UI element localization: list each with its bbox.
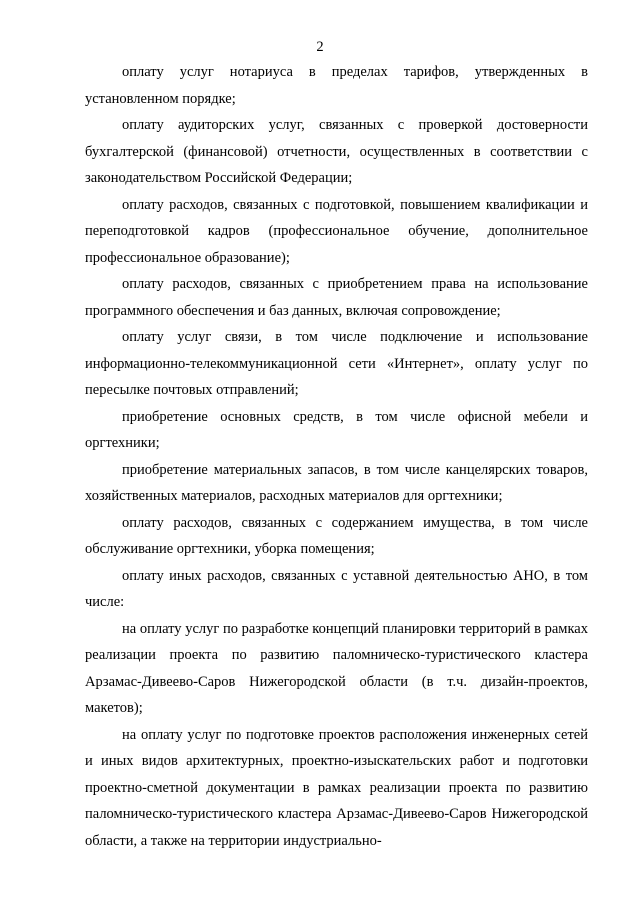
- paragraph-notary-services: оплату услуг нотариуса в пределах тарифов, утвержденных в установленном порядке;: [85, 64, 588, 107]
- paragraph-staff-training: оплату расходов, связанных с подготовкой, повышением квалификации и переподготовкой кадров (профессиональное обучение, дополнительное профессиональное образование);: [85, 196, 588, 266]
- paragraph-communication-services: оплату услуг связи, в том числе подключение и использование информационно-телекоммуникационной сети «Интернет», оплату услуг по пересылке почтовых отправлений;: [85, 329, 588, 398]
- paragraph-software-rights: оплату расходов, связанных с приобретением права на использование программного обеспечения и баз данных, включая сопровождение;: [85, 276, 588, 319]
- paragraph-territory-planning: на оплату услуг по разработке концепций планировки территорий в рамках реализации проекта по развитию паломническо-туристического кластера Арзамас-Дивеево-Саров Нижегородской области (в т.ч. дизайн-проектов, макетов);: [85, 620, 588, 716]
- paragraph-engineering-networks: на оплату услуг по подготовке проектов расположения инженерных сетей и иных видов архитектурных, проектно-изыскательских работ и подготовки проектно-сметной документации в рамках реализации проекта по развитию паломническо-туристического кластера Арзамас-Дивеево-Саров Нижегородской области, а также на территории индустриально-: [85, 726, 588, 849]
- paragraph-property-maintenance: оплату расходов, связанных с содержанием имущества, в том числе обслуживание оргтехники, уборка помещения;: [85, 514, 588, 557]
- paragraph-material-supplies: приобретение материальных запасов, в том числе канцелярских товаров, хозяйственных материалов, расходных материалов для оргтехники;: [85, 461, 588, 504]
- paragraph-fixed-assets: приобретение основных средств, в том числе офисной мебели и оргтехники;: [85, 408, 588, 451]
- page-number: 2: [316, 39, 324, 55]
- paragraph-other-expenses: оплату иных расходов, связанных с уставной деятельностью АНО, в том числе:: [85, 567, 588, 610]
- document-body: [85, 59, 588, 854]
- paragraph-audit-services: оплату аудиторских услуг, связанных с проверкой достоверности бухгалтерской (финансовой) отчетности, осуществленных в соответствии с законодательством Российской Федерации;: [85, 117, 588, 186]
